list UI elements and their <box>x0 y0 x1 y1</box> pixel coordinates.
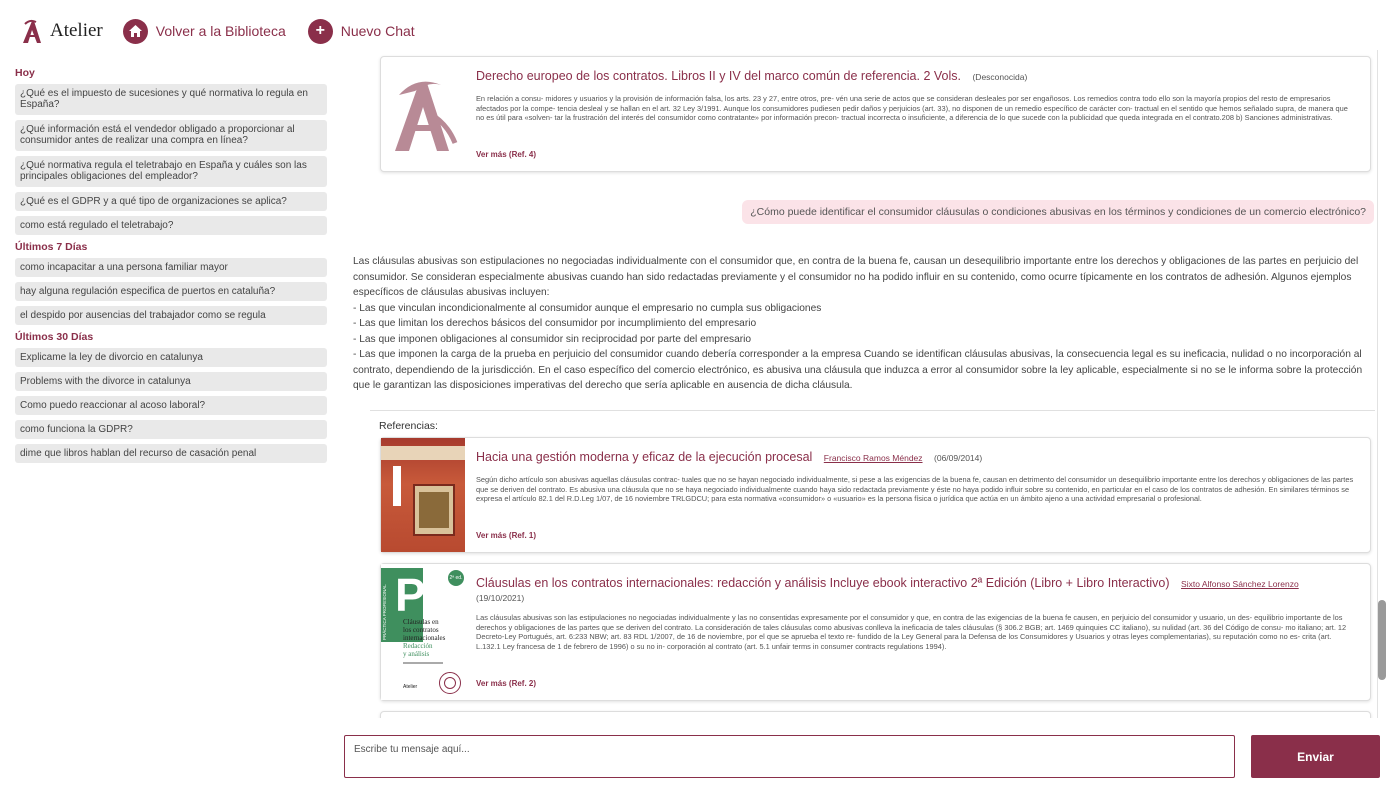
reference-author-link[interactable]: Francisco Ramos Méndez <box>823 453 923 463</box>
reference-card <box>380 56 1371 172</box>
references-divider <box>370 410 1375 411</box>
cover-seal-inner <box>444 677 456 689</box>
see-more-link[interactable]: Ver más (Ref. 4) <box>476 150 537 159</box>
cover-letter: P <box>395 569 426 621</box>
section-title-last-30-days: Últimos 30 Días <box>15 331 94 343</box>
cover-seal-icon <box>439 672 461 694</box>
reference-date: (19/10/2021) <box>476 593 525 603</box>
reference-title[interactable]: Hacia una gestión moderna y eficaz de la ejecución procesal <box>476 450 813 464</box>
plus-icon: + <box>308 19 333 44</box>
cover-subtitle-line: y análisis <box>403 650 430 658</box>
book-cover-thumbnail[interactable] <box>381 564 467 700</box>
chat-history-item[interactable]: dime que libros hablan del recurso de casación penal <box>15 444 327 463</box>
reference-card <box>380 437 1371 553</box>
message-input[interactable] <box>344 735 1235 778</box>
reference-title[interactable]: Derecho europeo de los contratos. Libros II y IV del marco común de referencia. 2 Vols. <box>476 69 961 83</box>
chat-history-item[interactable]: ¿Qué es el impuesto de sucesiones y qué normativa lo regula en España? <box>15 84 327 115</box>
chat-history-item[interactable]: ¿Qué es el GDPR y a qué tipo de organizaciones se aplica? <box>15 192 327 211</box>
cover-subtitle-line: Redacción <box>403 642 433 650</box>
chat-conversation[interactable] <box>345 50 1380 718</box>
answer-bullet: - Las que imponen obligaciones al consumidor sin reciprocidad por parte del empresario <box>353 333 752 345</box>
reference-title-row <box>476 69 1027 83</box>
cover-author-line <box>403 662 443 664</box>
cover-title-line: internacionales <box>403 634 446 642</box>
chat-history-item[interactable]: como funciona la GDPR? <box>15 420 327 439</box>
back-to-library-button[interactable] <box>123 19 286 44</box>
chat-scrollbar-thumb[interactable] <box>1378 600 1386 680</box>
chat-history-item[interactable]: ¿Qué normativa regula el teletrabajo en España y cuáles son las principales obligaciones del empleador? <box>15 156 327 187</box>
chat-history-item[interactable]: el despido por ausencias del trabajador como se regula <box>15 306 327 325</box>
chat-history-item[interactable]: como está regulado el teletrabajo? <box>15 216 327 235</box>
cover-illustration-detail <box>419 492 449 528</box>
user-message-bubble: ¿Cómo puede identificar el consumidor cláusulas o condiciones abusivas en los términos y condiciones de un comercio electrónico? <box>742 200 1374 224</box>
reference-date: (06/09/2014) <box>934 453 983 463</box>
edition-badge: 2ª ed. <box>448 570 464 586</box>
cover-spine-text <box>382 628 387 640</box>
new-chat-button[interactable] <box>308 19 415 44</box>
send-button[interactable]: Enviar <box>1251 735 1380 778</box>
atelier-logo-placeholder-icon <box>389 73 459 153</box>
cover-title-line: Cláusulas en <box>403 618 439 626</box>
answer-bullet: - Las que vinculan incondicionalmente al consumidor aunque el empresario no cumpla sus obligaciones <box>353 302 822 314</box>
answer-bullet: - Las que imponen la carga de la prueba en perjuicio del consumidor cuando debería corresponder a la empresa Cuando se identifican cláusulas abusivas, la consecuencia legal es su ineficacia, nulidad o no incorporación al contrato, dependiendo de la jurisdicción. En el caso específico del comercio electrónico, es abusiva una cláusula que induzca a error al consumidor sobre la ley aplicable, especialmente si no se le informa sobre la protección que le garantizan las disposiciones imperativas del derecho que sería aplicable en ausencia de dicha cláusula. <box>353 349 1363 391</box>
reference-card-partial <box>380 711 1371 718</box>
reference-excerpt: Las cláusulas abusivas son las estipulaciones no negociadas individualmente y las no consentidas expresamente por el consumidor y que, en contra de las exigencias de la buena fe causen, en perjuicio del consumidor y usuario, un des- equilibrio importante de los derechos y obligaciones de las partes que se deriven del contrato. La consideración de tales cláusulas como abusivas conlleva la ineficacia de tales cláusulas (§ 306.2 BGB; art. 1469 quinquies CC italiano), su nulidad (art. 36 del Código de consu- mo italiano; art. 12 Decreto-Ley Portugués, art. 6:233 NBW; art. 83 RDL 1/2007, de 16 de noviembre, por el que se aprueba el texto re- fundido de la Ley General para la Defensa de los Consumidores y Usuarios y otras leyes complementarias), su reputación como no es- crita (art. L.132.1 Ley francesa de 1 de febrero de 1996) o su no in- corporación al contrato (art. 5.1 unfair terms in consumer contracts regulations 1994). <box>476 613 1347 651</box>
book-cover-thumbnail[interactable] <box>381 438 465 552</box>
reference-card <box>380 563 1371 701</box>
section-title-last-7-days: Últimos 7 Días <box>15 241 88 253</box>
chat-history-item[interactable]: como incapacitar a una persona familiar mayor <box>15 258 327 277</box>
reference-author-link[interactable]: Sixto Alfonso Sánchez Lorenzo <box>1181 579 1299 589</box>
reference-title-row <box>476 450 982 464</box>
section-title-today: Hoy <box>15 67 35 79</box>
chat-history-item[interactable]: hay alguna regulación especifica de puertos en cataluña? <box>15 282 327 301</box>
reference-title-row <box>476 576 1299 590</box>
cover-title-line: los contratos <box>403 626 439 634</box>
brand-name: Atelier <box>50 20 103 41</box>
reference-excerpt: Según dicho artículo son abusivas aquellas cláusulas contrac- tuales que no se hayan negociado individualmente, si pese a las exigencias de la buena fe, causan en detrimento del consumidor un desequilibrio importante entre los derechos y obligaciones de las partes que se deriven del contrato. Es abusiva una cláusula que no se haya negociado individualmente cuando haya sido redactada previamente y éste no haya podido influir sobre su contenido, en particular en el caso de los contratos de adhesión. En similares términos se expresa el artículo 82.1 del R.D.Leg 1/07, de 16 noviembre TRLGDCU; para esta normativa «consumidor» o «usuario» es la persona física o jurídica que actúa en un ámbito ajeno a una actividad empresarial o profesional. <box>476 475 1354 503</box>
chat-history-item[interactable]: Como puedo reaccionar al acoso laboral? <box>15 396 327 415</box>
chat-history-item[interactable]: Problems with the divorce in catalunya <box>15 372 327 391</box>
back-to-library-label: Volver a la Biblioteca <box>155 23 286 39</box>
see-more-link[interactable]: Ver más (Ref. 2) <box>476 679 537 688</box>
chat-history-sidebar <box>15 64 327 468</box>
cover-publisher: Atelier <box>403 684 418 690</box>
see-more-link[interactable]: Ver más (Ref. 1) <box>476 531 537 540</box>
home-icon <box>123 19 148 44</box>
chat-history-item[interactable]: ¿Qué información está el vendedor obligado a proporcionar al consumidor antes de realizar una compra en línea? <box>15 120 327 151</box>
new-chat-label: Nuevo Chat <box>340 23 415 39</box>
chat-history-item[interactable]: Explicame la ley de divorcio en catalunya <box>15 348 327 367</box>
cover-band <box>381 446 465 460</box>
atelier-logo-icon <box>20 18 44 44</box>
answer-bullet: - Las que limitan los derechos básicos del consumidor por incumplimiento del empresario <box>353 318 757 329</box>
assistant-answer <box>353 254 1373 394</box>
reference-excerpt: En relación a consu- midores y usuarios y la provisión de información falsa, los arts. 23 y 27, entre otros, pre- vén una serie de actos que se consideran desleales por ser engañosos. Los remedios contra todo ello son la mayoría propios del resto de empresarios afectados por la compe- tencia desleal y se hallan en el art. 32 Ley 3/1991. Aunque los consumidores pudiesen pedir daños y perjuicios (art. 33), no disponen de un remedio específico de carácter con- tractual en el sentido que hemos señalado supra, de manera que no es útil para «solven- tar la frustración del interés del consumidor como contratante» por información precon- tractual incorrecta o insuficiente, a diferencia de lo que sucede con la publicidad que queda integrada en el contrato.208 b) Sanciones administrativas. <box>476 94 1348 122</box>
atelier-logo[interactable] <box>20 18 103 44</box>
reference-author: (Desconocida) <box>972 72 1028 82</box>
answer-intro: Las cláusulas abusivas son estipulaciones no negociadas individualmente con el consumidor que, en contra de la buena fe, causan un desequilibrio importante entre los derechos y obligaciones de las partes en perjuicio del consumidor. Se consideran especialmente abusivas cuando han sido redactadas previamente y el consumidor no ha podido influir en su contenido, como ocurre típicamente en los contratos de adhesión. Algunos ejemplos específicos de cláusulas abusivas incluyen: <box>353 256 1359 298</box>
reference-title[interactable]: Cláusulas en los contratos internacionales: redacción y análisis Incluye ebook interactivo 2ª Edición (Libro + Libro Interactivo) <box>476 576 1170 590</box>
references-label: Referencias: <box>379 420 438 432</box>
cover-title <box>403 618 445 658</box>
cover-letter-shape <box>393 466 401 506</box>
